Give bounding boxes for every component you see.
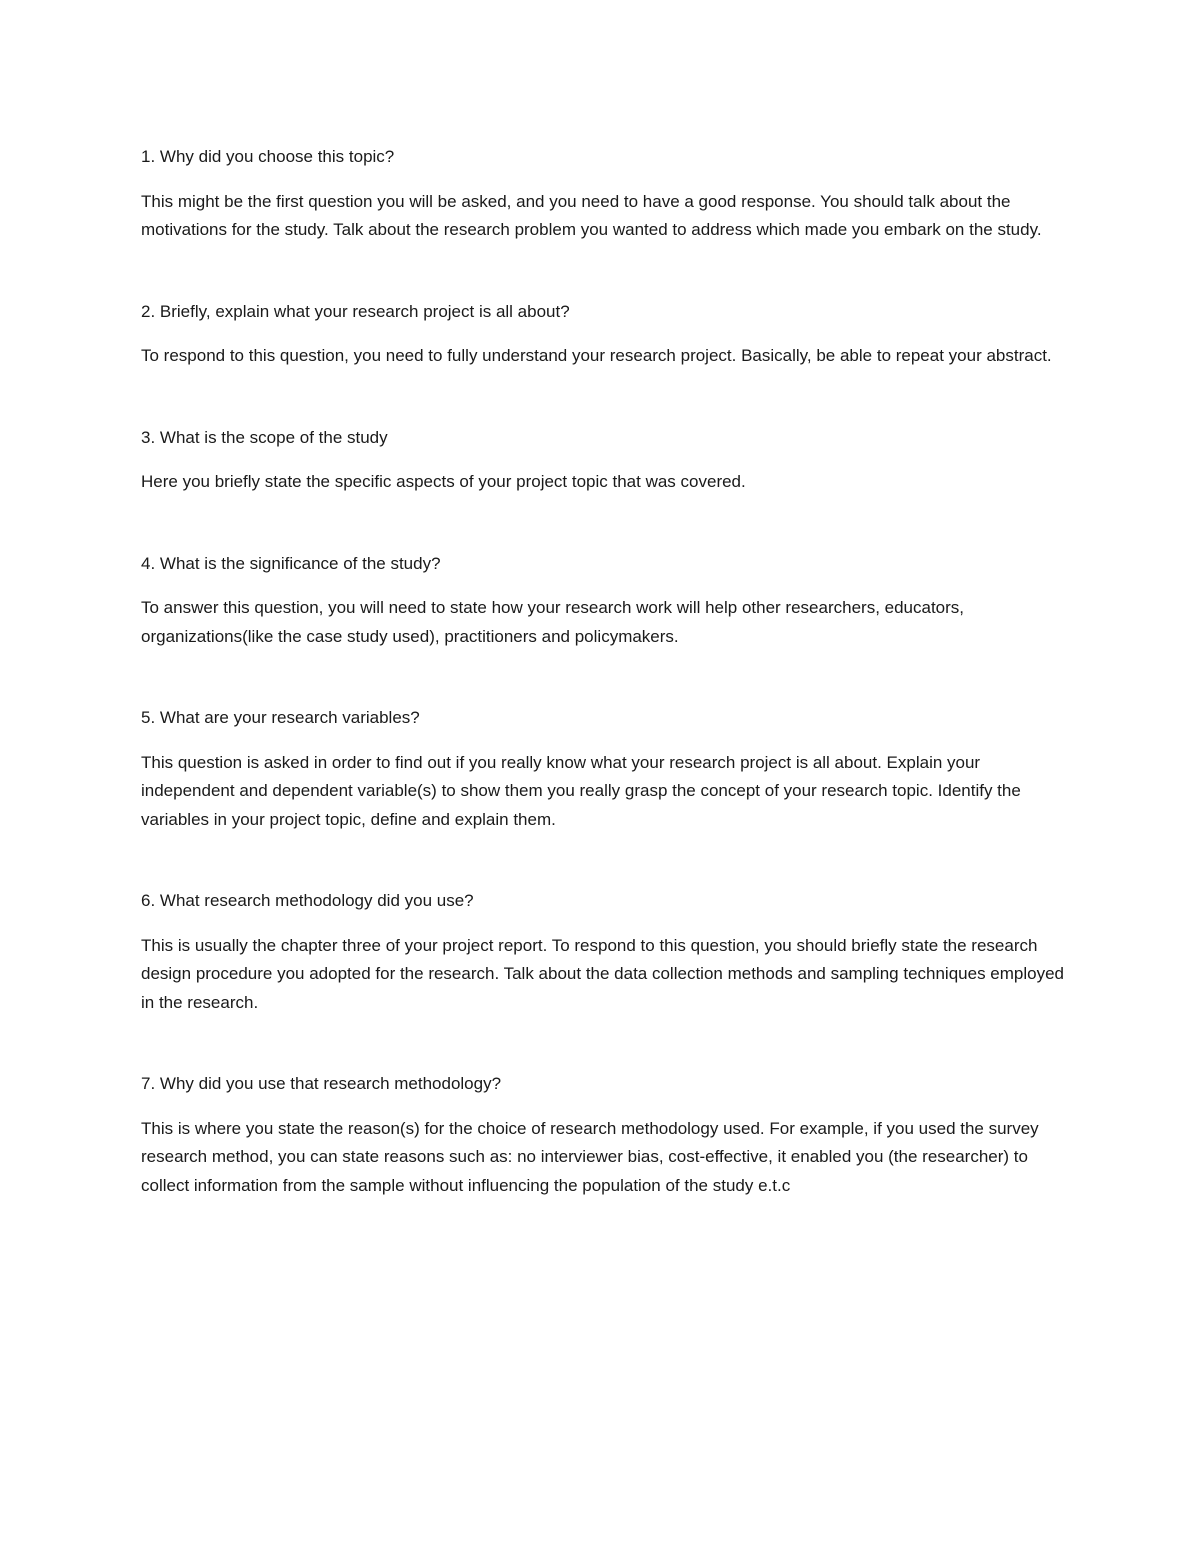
answer-paragraph: This is where you state the reason(s) for the choice of research methodology used. For example, if you used the survey research method, you can state reasons such as: no interviewer bias, cost-effective, it enabled you (the researcher) to collect information from the sample without influencing the population of the study e.t.c (141, 1118, 1039, 1195)
answer-paragraph: This might be the first question you will be asked, and you need to have a good response. You should talk about the motivations for the study. Talk about the research problem you wanted to address which made you embark on the study. (141, 191, 1042, 239)
qa-item-4 (141, 550, 1071, 652)
answer-paragraph: This is usually the chapter three of your project report. To respond to this question, you should briefly state the research design procedure you adopted for the research. Talk about the data collection methods and sampling techniques employed in the research. (141, 935, 1065, 1012)
answer-paragraph: Here you briefly state the specific aspects of your project topic that was covered. (141, 472, 746, 491)
qa-item-5 (141, 704, 1071, 834)
qa-item-3 (141, 424, 1071, 497)
qa-item-1 (141, 143, 1071, 245)
question-heading: 3. What is the scope of the study (141, 427, 388, 447)
answer-paragraph: To answer this question, you will need to state how your research work will help other researchers, educators, organizations(like the case study used), practitioners and policymakers. (141, 598, 965, 646)
question-heading: 5. What are your research variables? (141, 708, 420, 727)
question-heading: 6. What research methodology did you use? (141, 891, 474, 910)
qa-item-2 (141, 298, 1071, 371)
question-heading: 2. Briefly, explain what your research project is all about? (141, 301, 570, 321)
question-heading: 4. What is the significance of the study? (141, 553, 441, 573)
answer-paragraph: This question is asked in order to find out if you really know what your research project is all about. Explain your independent and dependent variable(s) to show them you really grasp the concept of your research topic. Identify the variables in your project topic, define and explain them. (141, 752, 1021, 829)
qa-item-6 (141, 887, 1071, 1017)
qa-item-7 (141, 1070, 1071, 1200)
document-body (141, 143, 1071, 1253)
answer-paragraph: To respond to this question, you need to fully understand your research project. Basically, be able to repeat your abstract. (141, 346, 1052, 365)
question-heading: 1. Why did you choose this topic? (141, 147, 395, 166)
question-heading: 7. Why did you use that research methodology? (141, 1074, 502, 1093)
